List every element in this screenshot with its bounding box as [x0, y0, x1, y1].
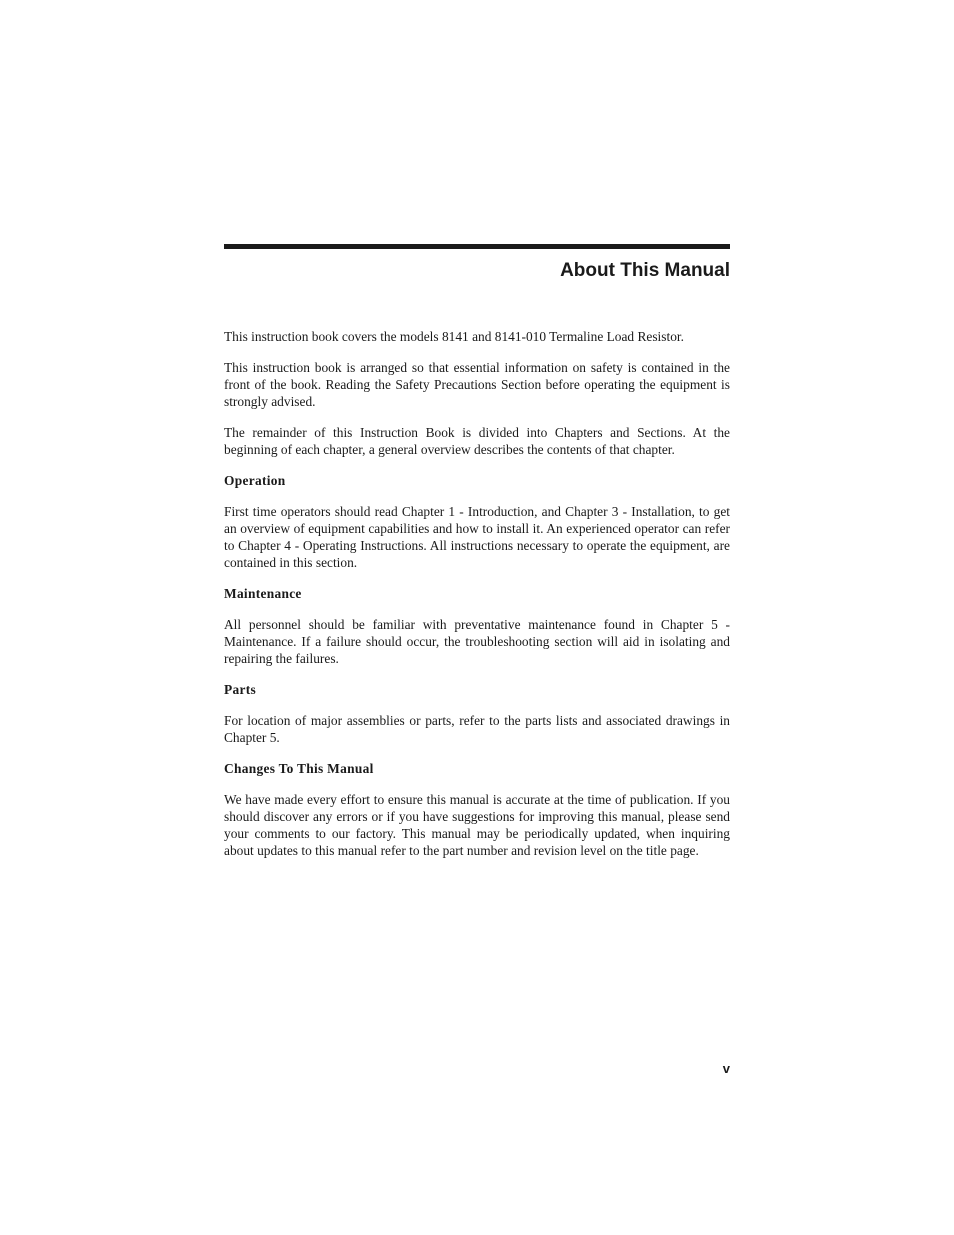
intro-paragraph-structure: The remainder of this Instruction Book is divided into Chapters and Sections. At the beginning of each chapter, a general overview describes the contents of that chapter.	[224, 425, 730, 457]
page-number: v	[722, 1061, 730, 1076]
header-rule	[224, 244, 730, 249]
section-body-operation: First time operators should read Chapter 1 - Introduction, and Chapter 3 - Installation, to get an overview of equipment capabilities and how to install it. An experienced operator can refer to Chapter 4 - Operating Instructions. All instructions necessary to operate the equipment, are contained in this section.	[224, 504, 730, 570]
section-body-parts: For location of major assemblies or parts, refer to the parts lists and associated drawings in Chapter 5.	[224, 713, 730, 745]
intro-paragraph-models: This instruction book covers the models 8141 and 8141-010 Termaline Load Resistor.	[224, 329, 684, 344]
section-heading-maintenance: Maintenance	[224, 586, 302, 601]
page-title: About This Manual	[560, 260, 730, 281]
section-heading-operation: Operation	[224, 473, 286, 488]
section-heading-changes: Changes To This Manual	[224, 761, 374, 776]
intro-paragraph-safety: This instruction book is arranged so that essential information on safety is contained in the front of the book. Reading the Safety Precautions Section before operating the equipment is strongly advised.	[224, 360, 730, 409]
section-body-changes: We have made every effort to ensure this manual is accurate at the time of publication. If you should discover any errors or if you have suggestions for improving this manual, please send your comments to our factory. This manual may be periodically updated, when inquiring about updates to this manual refer to the part number and revision level on the title page.	[224, 792, 730, 858]
page-header	[224, 244, 730, 283]
manual-body	[224, 328, 730, 873]
section-heading-parts: Parts	[224, 682, 256, 697]
section-body-maintenance: All personnel should be familiar with preventative maintenance found in Chapter 5 - Maintenance. If a failure should occur, the troubleshooting section will aid in isolating and repairing the failures.	[224, 617, 730, 666]
